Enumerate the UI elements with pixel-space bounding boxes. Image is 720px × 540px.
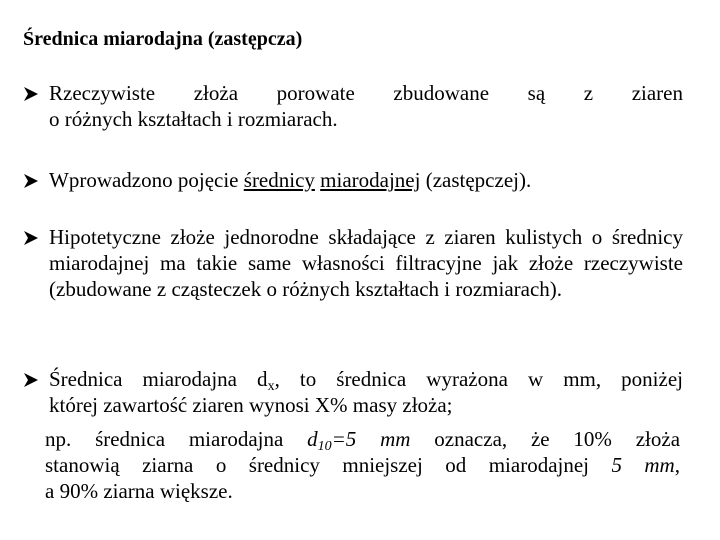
bullet-2-text: Wprowadzono pojęcie średnicy miarodajnej (zastępczej).: [49, 168, 532, 192]
example-line-2: stanowią ziarna o średnicy mniejszej od miarodajnej 5 mm,: [45, 453, 680, 477]
arrow-bullet-icon: [23, 224, 47, 250]
arrow-bullet-icon: [23, 366, 47, 392]
underlined-term-srednicy: średnicy: [243, 168, 315, 192]
arrow-bullet-icon: [23, 80, 47, 106]
bullet-4-line-1: Średnica miarodajna $d_x$, to średnica wyrażona w mm, poniżej: [49, 367, 683, 394]
example-line-1: np. średnica miarodajna $d_{10}=5$ mm oznacza, że 10% złoża: [45, 427, 681, 454]
bullet-item-4: [23, 366, 683, 418]
bullet-1-line-2: o różnych kształtach i rozmiarach.: [49, 107, 338, 131]
slide-title: Średnica miarodajna (zastępcza): [23, 28, 303, 50]
bullet-4-example: [45, 426, 680, 504]
bullet-item-2: [23, 167, 683, 193]
example-line-3: a 90% ziarna większe.: [45, 479, 233, 503]
arrow-bullet-icon: [23, 167, 47, 193]
bullet-4-line-2: której zawartość ziaren wynosi X% masy złoża;: [49, 393, 453, 417]
bullet-1-line-1: Rzeczywiste złoża porowate zbudowane są z ziaren: [49, 81, 683, 105]
bullet-item-1: [23, 80, 683, 132]
underlined-term-miarodajnej: miarodajnej: [320, 168, 421, 192]
bullet-item-3: [23, 224, 683, 302]
bullet-3-text: Hipotetyczne złoże jednorodne składające z ziaren kulistych o średnicy miarodajnej ma takie same własności filtracyjne jak złoże rzeczywiste (zbudowane z cząsteczek o różnych kształtach i rozmiarach).: [49, 225, 683, 301]
